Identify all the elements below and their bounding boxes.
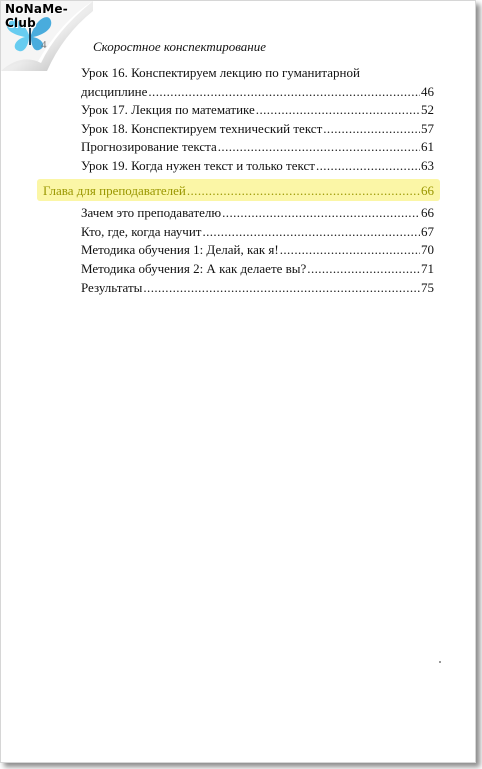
toc-entry-page: 71 (421, 260, 434, 276)
toc-entry-page: 57 (421, 120, 434, 136)
page-speck (439, 661, 441, 663)
toc-entry (81, 120, 434, 139)
toc-entry-title: Зачем это преподавателю (81, 205, 222, 221)
toc-entry-page: 75 (421, 279, 434, 295)
toc-entry-page: 63 (421, 157, 434, 173)
toc-chapter-page: 66 (421, 182, 434, 198)
toc-entry-title: Прогнозирование текста (81, 139, 217, 155)
toc-entry (81, 223, 434, 242)
toc-leader (143, 279, 420, 297)
toc-leader (323, 120, 420, 138)
toc-entry (81, 157, 434, 176)
toc-leader (218, 138, 420, 156)
toc-leader (202, 223, 420, 241)
toc-leader (256, 101, 420, 119)
toc-entry-title: Урок 17. Лекция по математике (81, 102, 255, 118)
toc-entry-title: Методика обучения 1: Делай, как я! (81, 242, 279, 258)
toc-entry-page: 67 (421, 223, 434, 239)
toc-entry (81, 241, 434, 260)
toc-leader (148, 83, 420, 101)
table-of-contents (1, 64, 475, 297)
toc-chapter-title: Глава для преподавателей (43, 182, 186, 198)
toc-entry-title: Урок 19. Когда нужен текст и только текст (81, 157, 315, 173)
toc-entry-title: Кто, где, когда научит (81, 223, 202, 239)
toc-leader (307, 260, 420, 278)
toc-leader (222, 204, 420, 222)
toc-entry-title: Методика обучения 2: А как делаете вы? (81, 260, 307, 276)
toc-entry (81, 101, 434, 120)
running-head: Скоростное конспектирование (93, 39, 267, 54)
watermark-text: NoNaMe-Club (5, 2, 68, 30)
toc-entry-page: 70 (421, 242, 434, 258)
toc-entry (81, 204, 434, 223)
toc-chapter-entry (43, 182, 434, 201)
watermark (1, 1, 93, 71)
toc-entry-page: 61 (421, 139, 434, 155)
toc-leader (187, 182, 420, 200)
toc-leader (280, 241, 420, 259)
toc-entry-title: Урок 16. Конспектируем лекцию по гуманитарной (81, 65, 360, 80)
toc-entry-page: 66 (421, 205, 434, 221)
toc-entry (81, 260, 434, 279)
toc-entry (81, 83, 434, 102)
toc-entry-title: Результаты (81, 279, 143, 295)
toc-entry-title: Урок 18. Конспектируем технический текст (81, 120, 323, 136)
toc-entry (81, 64, 434, 83)
toc-entry-title: дисциплине (81, 83, 148, 99)
toc-entry-page: 46 (421, 83, 434, 99)
toc-entry (81, 279, 434, 298)
toc-entry (81, 138, 434, 157)
toc-leader (316, 157, 420, 175)
toc-entry-page: 52 (421, 102, 434, 118)
page-number: 4 (41, 39, 47, 51)
